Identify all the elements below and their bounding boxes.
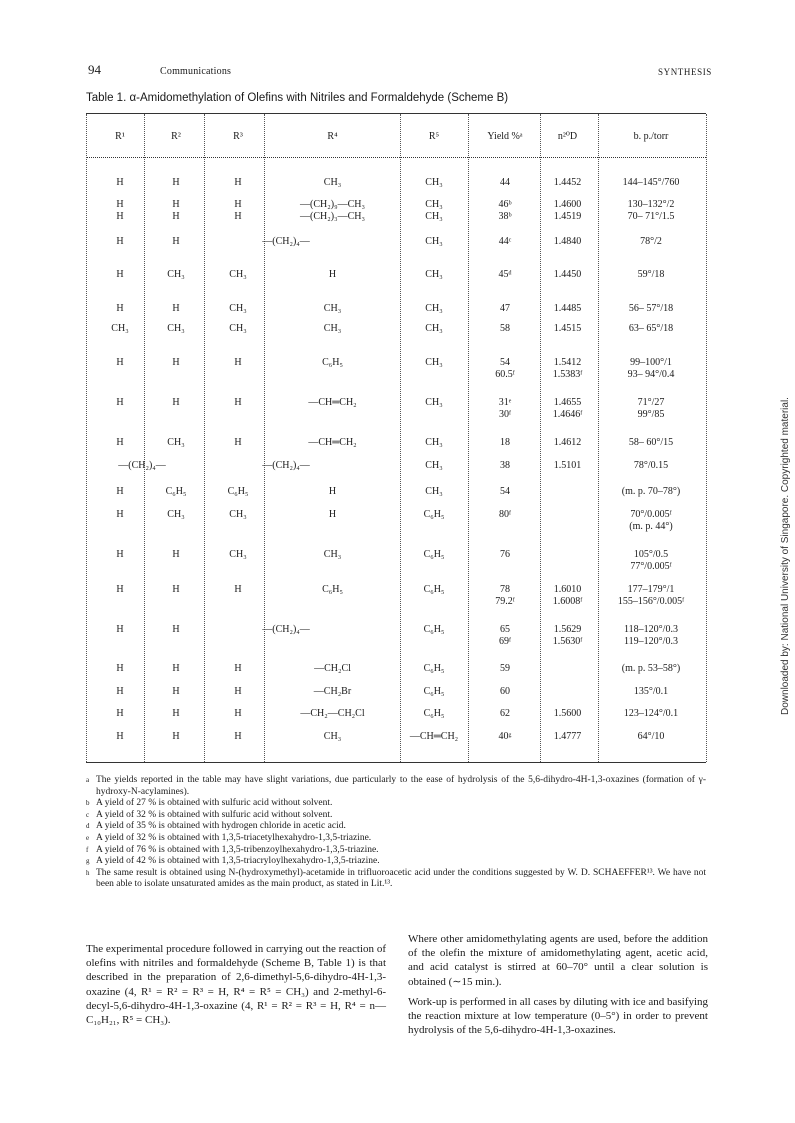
table-cell: H	[116, 731, 124, 742]
table-cell: H	[234, 686, 242, 697]
table-cell: —CH₂—CH₂Cl	[300, 708, 365, 719]
table-cell: H	[116, 357, 124, 368]
table-cell: H	[172, 549, 180, 560]
table-cell: CH₃	[425, 437, 443, 448]
body-paragraph: Work-up is performed in all cases by diluting with ice and basifying the reaction mixture at low temperature (0–5°) in order to prevent hydrolysis of the 5,6-dihydro-4H-1,3-oxazines.	[408, 995, 708, 1037]
table-cell: 40ᵍ	[498, 731, 512, 742]
table-cell: C₆H₅	[322, 357, 343, 368]
table-cell: H	[172, 236, 180, 247]
table-cell: CH₃	[425, 211, 443, 222]
footnote	[86, 821, 706, 833]
table-cell: CH₃	[425, 460, 443, 471]
column-header: R¹	[115, 131, 125, 142]
table-cell: H	[172, 303, 180, 314]
table-cell: H	[116, 199, 124, 210]
table-cell: 18	[500, 437, 510, 448]
table-cell: H	[116, 211, 124, 222]
body-right-column	[408, 932, 708, 1043]
table-cell: 1.4600	[553, 199, 582, 210]
table-cell: H	[116, 624, 124, 635]
table-cell: 1.4485	[553, 303, 582, 314]
table-cell: H	[116, 269, 124, 280]
table-cell: CH₃	[425, 269, 443, 280]
table-cell: 105°/0.5	[633, 549, 669, 560]
table-cell: —CH═CH₂	[409, 731, 459, 742]
table-caption: Table 1. α-Amidomethylation of Olefins with Nitriles and Formaldehyde (Scheme B)	[86, 92, 509, 104]
table-cell: 59	[500, 663, 510, 674]
table-cell: 78°/2	[640, 236, 662, 247]
footnote-mark: b	[86, 799, 90, 808]
col-divider	[468, 114, 469, 762]
table-cell: 1.4777	[553, 731, 582, 742]
table-cell: CH₃	[425, 323, 443, 334]
table-cell: 1.5383ᶠ	[552, 369, 583, 380]
table-cell: H	[172, 177, 180, 188]
table-cell: 78	[500, 584, 510, 595]
table-cell: 69ᶠ	[498, 636, 512, 647]
table-cell: CH₃	[425, 486, 443, 497]
table-cell: H	[116, 708, 124, 719]
footnote	[86, 856, 706, 868]
table-cell: —CH═CH₂	[308, 397, 357, 408]
download-notice-sidebar	[776, 380, 794, 720]
column-header: b. p./torr	[633, 131, 669, 142]
table-cell: —CH═CH₂	[308, 437, 357, 448]
column-header: R³	[233, 131, 243, 142]
table-cell: H	[116, 303, 124, 314]
table-cell: 38	[500, 460, 510, 471]
table-cell: —(CH₂)₃—CH₃	[300, 211, 365, 222]
table-cell: H	[234, 177, 242, 188]
footnote-mark: d	[86, 822, 90, 831]
table-cell: 155–156°/0.005ᶠ	[617, 596, 685, 607]
table-cell: 77°/0.005ᶠ	[630, 561, 672, 572]
footnote-text: A yield of 32 % is obtained with sulfuric acid without solvent.	[96, 809, 333, 820]
table-cell: CH₃	[323, 731, 342, 742]
col-divider	[144, 114, 145, 762]
table-cell: 1.5600	[553, 708, 582, 719]
table-cell: CH₃	[425, 303, 443, 314]
table-cell: CH₃	[229, 509, 247, 520]
table-cell: H	[172, 584, 180, 595]
table-cell: 1.4519	[553, 211, 582, 222]
footnote-text: The same result is obtained using N-(hydroxymethyl)-acetamide in trifluoroacetic acid under the conditions suggested by W. D. SCHAEFFER¹³. We have not been able to isolate unsaturated amides as the main product, as stated in Lit.¹³.	[96, 867, 706, 890]
table-cell: CH₃	[323, 549, 342, 560]
table-cell: CH₃	[425, 236, 443, 247]
table-cell: H	[234, 199, 242, 210]
footnote-mark: e	[86, 833, 90, 842]
table-cell: CH₃	[229, 549, 247, 560]
table-cell: 65	[500, 624, 510, 635]
table-cell: 99°/85	[637, 409, 665, 420]
table-cell: H	[172, 199, 180, 210]
column-header: R²	[171, 131, 181, 142]
table-cell: 93– 94°/0.4	[627, 369, 675, 380]
table-cell: 118–120°/0.3	[624, 624, 678, 635]
table-cell: H	[328, 269, 337, 280]
table-cell: 54	[500, 486, 510, 497]
col-divider	[706, 114, 707, 762]
table-cell: 56– 57°/18	[628, 303, 674, 314]
table-cell: H	[116, 549, 124, 560]
table-cell: C₆H₅	[423, 686, 445, 697]
table-cell: H	[116, 236, 124, 247]
table-cell: 44ᶜ	[498, 236, 512, 247]
table-cell: 38ᵇ	[498, 211, 512, 222]
table-cell: H	[116, 397, 124, 408]
table-cell: 45ᵈ	[498, 269, 512, 280]
table-cell: H	[234, 437, 242, 448]
table-cell: H	[172, 663, 180, 674]
column-header: n²⁰D	[557, 131, 578, 142]
table-cell: 30ᶠ	[498, 409, 512, 420]
table-cell: CH₃	[229, 269, 247, 280]
footnote-mark: h	[86, 868, 90, 877]
table-cell: H	[328, 486, 337, 497]
table-cell: (m. p. 70–78°)	[621, 486, 681, 497]
footnote	[86, 798, 706, 810]
table-cell: H	[234, 211, 242, 222]
download-notice: Downloaded by: National University of Singapore. Copyrighted material.	[780, 397, 791, 715]
table-cell: H	[172, 357, 180, 368]
footnote	[86, 775, 706, 798]
table-cell: 78°/0.15	[633, 460, 669, 471]
table-cell: CH₃	[229, 303, 247, 314]
table-cell: C₆H₅	[423, 708, 445, 719]
table-cell: H	[116, 486, 124, 497]
table-cell: CH₃	[323, 303, 342, 314]
table-cell: H	[172, 397, 180, 408]
table-cell: 1.4515	[553, 323, 582, 334]
table-cell: C₆H₅	[423, 663, 445, 674]
table-cell: 1.6008ᶠ	[552, 596, 583, 607]
table-cell: 76	[500, 549, 510, 560]
table-cell: (m. p. 44°)	[629, 521, 673, 532]
table-cell: CH₃	[229, 323, 247, 334]
table-cell: 1.4840	[553, 236, 582, 247]
table-cell: —(CH₂)₉—CH₃	[300, 199, 365, 210]
table-cell: H	[116, 177, 124, 188]
table-cell: C₆H₅	[423, 509, 445, 520]
table-cell: 1.5629	[553, 624, 582, 635]
footnote-text: A yield of 76 % is obtained with 1,3,5-tribenzoylhexahydro-1,3,5-triazine.	[96, 844, 379, 855]
table-cell: CH₃	[323, 177, 342, 188]
table-cell: H	[116, 437, 124, 448]
column-header: Yield %ᵃ	[487, 131, 523, 142]
table-cell: 144–145°/760	[622, 177, 680, 188]
col-divider	[86, 114, 87, 762]
table-cell: 1.5101	[553, 460, 582, 471]
footnote	[86, 810, 706, 822]
table-cell: H	[234, 731, 242, 742]
table-cell: 80ᶠ	[498, 509, 512, 520]
table-cell: 123–124°/0.1	[623, 708, 679, 719]
table-cell: 46ᵇ	[498, 199, 512, 210]
table-cell: H	[234, 397, 242, 408]
table-cell: H	[116, 663, 124, 674]
table-cell: 177–179°/1	[627, 584, 675, 595]
table-cell: C₆H₅	[165, 486, 187, 497]
table-cell: —CH₂Br	[313, 686, 352, 697]
table-cell: 1.5630ᶠ	[552, 636, 583, 647]
footnote-text: The yields reported in the table may have slight variations, due particularly to the ease of hydrolysis of the 5,6-dihydro-4H-1,3-oxazines (formation of γ-hydroxy-N-acylamines).	[96, 775, 706, 797]
table-cell: 58	[500, 323, 510, 334]
column-header: R⁵	[428, 131, 440, 142]
footnote-mark: c	[86, 810, 90, 819]
table-cell: 130–132°/2	[627, 199, 675, 210]
table-cell: CH₃	[425, 199, 443, 210]
journal-name: SYNTHESIS	[658, 67, 712, 77]
table-cell: 1.4450	[553, 269, 582, 280]
footnote	[86, 833, 706, 845]
table-cell: 54	[500, 357, 510, 368]
table-cell: H	[172, 708, 180, 719]
table-bottom-rule	[86, 762, 706, 763]
table-cell: H	[116, 686, 124, 697]
table-cell: 58– 60°/15	[628, 437, 674, 448]
table-cell: —(CH₂)₄—	[262, 624, 310, 635]
table-cell: —(CH₂)₄—	[262, 236, 310, 247]
table-top-rule	[86, 113, 706, 114]
table-cell: CH₃	[167, 323, 185, 334]
footnote-text: A yield of 27 % is obtained with sulfuric acid without solvent.	[96, 798, 333, 809]
col-divider	[204, 114, 205, 762]
table-cell: C₆H₅	[423, 624, 445, 635]
table-cell: 47	[500, 303, 510, 314]
column-header: R⁴	[327, 131, 338, 142]
table-cell: CH₃	[111, 323, 129, 334]
table-cell: CH₃	[167, 509, 185, 520]
table-cell: H	[172, 731, 180, 742]
table-cell: —CH₂Cl	[314, 663, 351, 674]
table-cell: H	[172, 624, 180, 635]
table-cell: CH₃	[425, 357, 443, 368]
footnote-text: A yield of 35 % is obtained with hydrogen chloride in acetic acid.	[96, 821, 346, 832]
table-cell: —(CH₂)₄—	[262, 460, 310, 471]
table-cell: 119–120°/0.3	[624, 636, 678, 647]
table-cell: H	[172, 686, 180, 697]
footnote	[86, 845, 706, 857]
table-cell: 1.4646ᶠ	[552, 409, 583, 420]
table-cell: 1.4612	[553, 437, 582, 448]
table-cell: 1.6010	[553, 584, 582, 595]
table-cell: 63– 65°/18	[628, 323, 674, 334]
table-cell: 31ᵉ	[498, 397, 512, 408]
footnote-text: A yield of 32 % is obtained with 1,3,5-triacetylhexahydro-1,3,5-triazine.	[96, 832, 372, 843]
table-cell: 71°/27	[637, 397, 665, 408]
table-cell: 70°/0.005ᶠ	[630, 509, 672, 520]
col-divider	[400, 114, 401, 762]
table-cell: 60	[500, 686, 510, 697]
footnote-mark: f	[86, 845, 89, 854]
table-cell: 99–100°/1	[630, 357, 672, 368]
table-cell: 1.4655	[553, 397, 582, 408]
col-divider	[598, 114, 599, 762]
table-cell: CH₃	[425, 397, 443, 408]
table-cell: H	[234, 663, 242, 674]
table-cell: 79.2ᶠ	[495, 596, 515, 607]
table-cell: C₆H₅	[227, 486, 249, 497]
table-cell: 64°/10	[637, 731, 665, 742]
table-cell: C₆H₅	[322, 584, 343, 595]
table-cell: 62	[500, 708, 510, 719]
footnote-mark: a	[86, 776, 90, 784]
table-cell: 1.5412	[553, 357, 582, 368]
table-cell: (m. p. 53–58°)	[621, 663, 681, 674]
table-cell: H	[234, 357, 242, 368]
table-cell: 60.5ᶠ	[495, 369, 515, 380]
table-cell: 70– 71°/1.5	[627, 211, 675, 222]
table-cell: C₆H₅	[423, 549, 445, 560]
table-cell: C₆H₅	[423, 584, 445, 595]
table-cell: 59°/18	[637, 269, 665, 280]
table-cell: 1.4452	[553, 177, 582, 188]
table-cell: H	[234, 708, 242, 719]
table-cell: CH₃	[323, 323, 342, 334]
table-header-rule	[86, 157, 706, 158]
body-paragraph: Where other amidomethylating agents are used, before the addition of the olefin the mixture of amidomethylating agent, acetic acid, and acid catalyst is stirred at 60–70° until a clear solution is obtained (∼15 min.).	[408, 933, 708, 988]
body-paragraph: The experimental procedure followed in carrying out the reaction of olefins with nitriles and formaldehyde (Scheme B, Table 1) is that described in the preparation of 2,6-dimethyl-5,6-dihydro-4H-1,3-oxazine (4, R¹ = R² = R³ = H, R⁴ = R⁵ = CH₃) and 2-methyl-6-decyl-5,6-dihydro-4H-1,3-oxazine (4, R¹ = R² = R³ = H, R⁴ = n—C₁₀H₂₁, R⁵ = CH₃).	[86, 943, 386, 1027]
table-cell: H	[116, 509, 124, 520]
table-cell: CH₃	[167, 437, 185, 448]
table-cell: H	[172, 211, 180, 222]
table-cell: CH₃	[167, 269, 185, 280]
table-cell: H	[328, 509, 337, 520]
table-cell: 135°/0.1	[633, 686, 669, 697]
footnote-text: A yield of 42 % is obtained with 1,3,5-triacryloylhexahydro-1,3,5-triazine.	[96, 856, 380, 867]
footnote-mark: g	[86, 857, 90, 866]
footnote	[86, 868, 706, 891]
table-cell: H	[116, 584, 124, 595]
table-cell: —(CH₂)₄—	[118, 460, 166, 471]
page-number: 94	[88, 62, 101, 77]
section-title: Communications	[160, 66, 232, 77]
table-cell: 44	[500, 177, 510, 188]
table-cell: H	[234, 584, 242, 595]
table-cell: CH₃	[425, 177, 443, 188]
footnotes	[86, 775, 706, 891]
body-left-column	[86, 942, 386, 1033]
